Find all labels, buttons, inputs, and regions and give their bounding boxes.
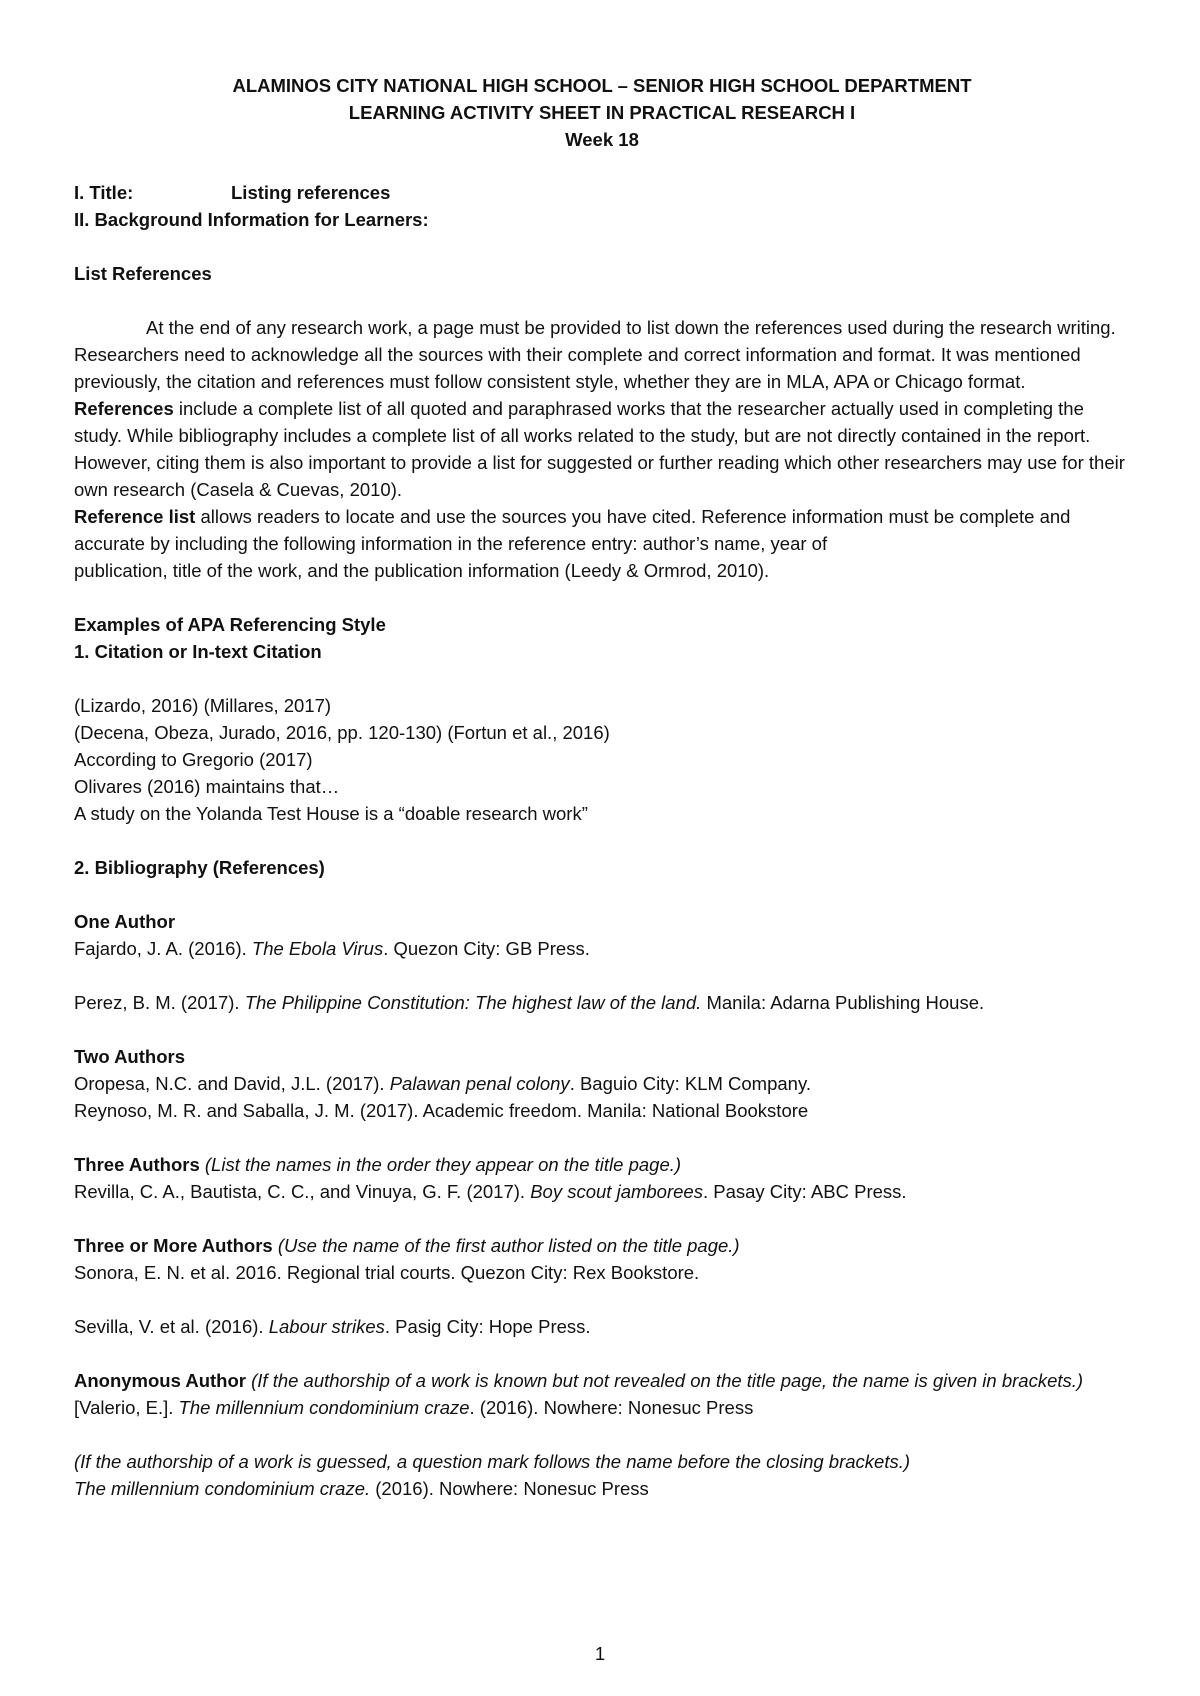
- reference-entry: Revilla, C. A., Bautista, C. C., and Vinuya, G. F. (2017). Boy scout jamborees. Pasay City: ABC Press.: [74, 1181, 907, 1202]
- two-authors-heading: Two Authors: [74, 1046, 185, 1067]
- reference-entry: Oropesa, N.C. and David, J.L. (2017). Palawan penal colony. Baguio City: KLM Company.: [74, 1073, 811, 1094]
- reference-list-text-2: publication, title of the work, and the publication information (Leedy & Ormrod, 2010).: [74, 560, 770, 581]
- paragraph-reference-list: [74, 503, 1130, 584]
- citation-list: [74, 692, 1130, 827]
- one-author-heading: One Author: [74, 911, 176, 932]
- citation-item: (Lizardo, 2016) (Millares, 2017): [74, 695, 332, 716]
- three-or-more-authors-heading: Three or More Authors (Use the name of the first author listed on the title page.): [74, 1235, 740, 1256]
- reference-list-text: allows readers to locate and use the sources you have cited. Reference information must be complete and accurate by including the following information in the reference entry: author’s name, year of: [74, 506, 1071, 554]
- reference-entry: The millennium condominium craze. (2016). Nowhere: Nonesuc Press: [74, 1478, 649, 1499]
- list-references-heading: List References: [74, 263, 212, 284]
- reference-entry: Perez, B. M. (2017). The Philippine Constitution: The highest law of the land. Manila: Adarna Publishing House.: [74, 992, 985, 1013]
- school-name: ALAMINOS CITY NATIONAL HIGH SCHOOL – SENIOR HIGH SCHOOL DEPARTMENT: [232, 75, 972, 96]
- three-authors-heading: Three Authors (List the names in the order they appear on the title page.): [74, 1154, 682, 1175]
- document-header: [74, 72, 1130, 153]
- references-text: include a complete list of all quoted and paraphrased works that the researcher actually used in completing the study. While bibliography includes a complete list of all works related to the study, but are not directly contained in the report. However, citing them is also important to provide a list for suggested or further reading which other researchers may use for their own research (Casela & Cuevas, 2010).: [74, 398, 1125, 500]
- title-value: Listing references: [231, 182, 391, 203]
- reference-entry: Fajardo, J. A. (2016). The Ebola Virus. Quezon City: GB Press.: [74, 938, 590, 959]
- week-label: Week 18: [565, 129, 639, 150]
- paragraph-references: [74, 395, 1130, 503]
- reference-entry: Sonora, E. N. et al. 2016. Regional trial courts. Quezon City: Rex Bookstore.: [74, 1262, 700, 1283]
- reference-entry: Sevilla, V. et al. (2016). Labour strikes. Pasig City: Hope Press.: [74, 1316, 591, 1337]
- anonymous-author-heading: Anonymous Author (If the authorship of a work is known but not revealed on the title page, the name is given in brackets.): [74, 1370, 1084, 1391]
- citation-item: According to Gregorio (2017): [74, 749, 313, 770]
- reference-entry: [Valerio, E.]. The millennium condominium craze. (2016). Nowhere: Nonesuc Press: [74, 1397, 754, 1418]
- reference-entry: Reynoso, M. R. and Saballa, J. M. (2017). Academic freedom. Manila: National Bookstore: [74, 1100, 809, 1121]
- title-label: I. Title:: [74, 182, 134, 203]
- paragraph-intro: At the end of any research work, a page must be provided to list down the references used during the research writing. Researchers need to acknowledge all the sources with their complete and correct information and format. It was mentioned previously, the citation and references must follow consistent style, whether they are in MLA, APA or Chicago format.: [74, 317, 1116, 392]
- examples-heading: Examples of APA Referencing Style: [74, 614, 386, 635]
- title-row: [74, 179, 1130, 206]
- references-term: References: [74, 398, 174, 419]
- document-page: [74, 72, 1130, 1502]
- page-number: 1: [594, 1643, 606, 1664]
- anonymous-guessed-note: (If the authorship of a work is guessed, a question mark follows the name before the closing brackets.): [74, 1451, 911, 1472]
- citation-item: (Decena, Obeza, Jurado, 2016, pp. 120-130) (Fortun et al., 2016): [74, 722, 610, 743]
- reference-list-term: Reference list: [74, 506, 196, 527]
- citation-item: Olivares (2016) maintains that…: [74, 776, 340, 797]
- sheet-title: LEARNING ACTIVITY SHEET IN PRACTICAL RESEARCH I: [348, 102, 856, 123]
- citation-heading: 1. Citation or In-text Citation: [74, 641, 322, 662]
- bibliography-heading: 2. Bibliography (References): [74, 857, 325, 878]
- citation-item: A study on the Yolanda Test House is a “doable research work”: [74, 803, 588, 824]
- background-label: II. Background Information for Learners:: [74, 209, 429, 230]
